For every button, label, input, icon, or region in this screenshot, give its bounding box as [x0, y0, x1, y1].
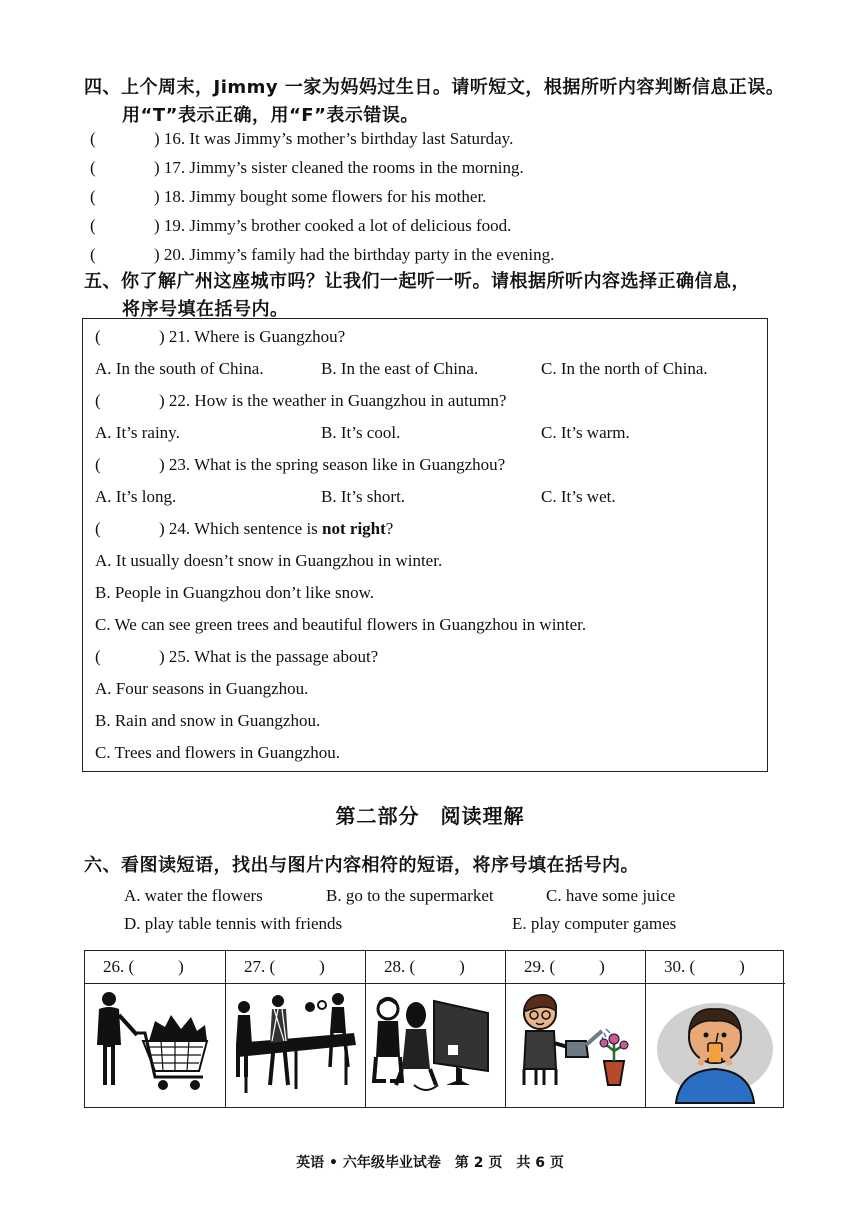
option-22c: C. It’s warm. — [541, 423, 630, 442]
picture-cell-30 — [645, 951, 785, 1107]
option-24a: A. It usually doesn’t snow in Guangzhou in winter. — [95, 551, 443, 570]
question-19 — [90, 211, 511, 240]
cell-number: 28. ( — [384, 957, 416, 976]
phrase-b: B. go to the supermarket — [326, 886, 494, 905]
cell-close-paren: ) — [739, 957, 745, 976]
answer-slot-27[interactable] — [226, 951, 365, 984]
section-5-line1: 五、你了解广州这座城市吗？让我们一起听一听。请根据所听内容选择正确信息， — [84, 271, 750, 292]
section-4-line1: 四、上个周末，Jimmy 一家为妈妈过生日。请听短文，根据所听内容判断信息正误。 — [84, 77, 785, 98]
question-22 — [95, 389, 506, 413]
answer-paren[interactable]: ( — [90, 216, 96, 235]
question-text: ) 17. Jimmy’s sister cleaned the rooms in the morning. — [154, 158, 524, 177]
question-16 — [90, 124, 513, 153]
phrase-c: C. have some juice — [546, 886, 676, 905]
question-20 — [90, 240, 554, 269]
answer-paren[interactable]: ( — [90, 245, 96, 264]
section-5-instructions — [84, 268, 750, 324]
shopping-cart-woman-icon — [85, 985, 223, 1105]
section-6-instructions: 六、看图读短语，找出与图片内容相符的短语，将序号填在括号内。 — [84, 855, 639, 876]
answer-paren[interactable]: ( — [95, 519, 101, 538]
option-22b: B. It’s cool. — [321, 423, 401, 442]
answer-slot-28[interactable] — [366, 951, 505, 984]
question-text: ) 20. Jimmy’s family had the birthday party in the evening. — [154, 245, 555, 264]
section-4-instructions — [84, 74, 784, 130]
question-text: ) 24. Which sentence is — [159, 519, 323, 538]
cell-close-paren: ) — [319, 957, 325, 976]
cell-number: 29. ( — [524, 957, 556, 976]
option-21c: C. In the north of China. — [541, 359, 708, 378]
option-23b: B. It’s short. — [321, 487, 406, 506]
boy-drinking-juice-icon — [646, 985, 784, 1105]
answer-paren[interactable]: ( — [95, 455, 101, 474]
cell-close-paren: ) — [459, 957, 465, 976]
answer-slot-29[interactable] — [506, 951, 645, 984]
question-text: ) 16. It was Jimmy’s mother’s birthday last Saturday. — [154, 129, 514, 148]
option-21a: A. In the south of China. — [95, 359, 264, 378]
picture-matching-table — [84, 950, 784, 1108]
phrase-e: E. play computer games — [512, 914, 677, 933]
option-23c: C. It’s wet. — [541, 487, 616, 506]
question-text: ) 22. How is the weather in Guangzhou in autumn? — [159, 391, 507, 410]
picture-cell-26 — [85, 951, 225, 1107]
question-text: ) 18. Jimmy bought some flowers for his mother. — [154, 187, 487, 206]
cell-close-paren: ) — [178, 957, 184, 976]
section-4-line2: 用“T”表示正确，用“F”表示错误。 — [122, 105, 419, 126]
emphasis-text: not right — [322, 519, 386, 538]
question-25 — [95, 645, 378, 669]
question-text: ) 19. Jimmy’s brother cooked a lot of delicious food. — [154, 216, 512, 235]
part-2-title: 第二部分 阅读理解 — [335, 804, 525, 828]
cell-close-paren: ) — [599, 957, 605, 976]
answer-paren[interactable]: ( — [95, 327, 101, 346]
phrase-a: A. water the flowers — [124, 886, 263, 905]
answer-paren[interactable]: ( — [90, 187, 96, 206]
answer-paren[interactable]: ( — [95, 391, 101, 410]
option-22a: A. It’s rainy. — [95, 423, 180, 442]
option-25a: A. Four seasons in Guangzhou. — [95, 679, 309, 698]
answer-slot-30[interactable] — [646, 951, 785, 984]
question-text: ) 21. Where is Guangzhou? — [159, 327, 346, 346]
option-24c: C. We can see green trees and beautiful flowers in Guangzhou in winter. — [95, 615, 587, 634]
answer-paren[interactable]: ( — [90, 158, 96, 177]
listening-choice-box — [82, 318, 768, 772]
page-footer: 英语 • 六年级毕业试卷 第 2 页 共 6 页 — [296, 1155, 564, 1171]
answer-paren[interactable]: ( — [95, 647, 101, 666]
picture-cell-29 — [505, 951, 645, 1107]
answer-slot-26[interactable] — [85, 951, 225, 984]
option-21b: B. In the east of China. — [321, 359, 479, 378]
question-21 — [95, 325, 345, 349]
cell-number: 30. ( — [664, 957, 696, 976]
picture-cell-27 — [225, 951, 365, 1107]
option-25b: B. Rain and snow in Guangzhou. — [95, 711, 321, 730]
cell-number: 26. ( — [103, 957, 135, 976]
phrase-d: D. play table tennis with friends — [124, 914, 343, 933]
question-mark: ? — [385, 519, 394, 538]
picture-cell-28 — [365, 951, 505, 1107]
table-tennis-players-icon — [226, 985, 364, 1105]
question-18 — [90, 182, 486, 211]
cell-number: 27. ( — [244, 957, 276, 976]
question-23 — [95, 453, 505, 477]
option-24b: B. People in Guangzhou don’t like snow. — [95, 583, 375, 602]
question-text: ) 23. What is the spring season like in Guangzhou? — [159, 455, 506, 474]
question-text: ) 25. What is the passage about? — [159, 647, 379, 666]
question-24 — [95, 517, 393, 541]
question-17 — [90, 153, 524, 182]
computer-games-kids-icon — [366, 985, 504, 1105]
section-5-line2: 将序号填在括号内。 — [122, 299, 289, 320]
answer-paren[interactable]: ( — [90, 129, 96, 148]
option-23a: A. It’s long. — [95, 487, 177, 506]
option-25c: C. Trees and flowers in Guangzhou. — [95, 743, 341, 762]
watering-flowers-boy-icon — [506, 985, 644, 1105]
